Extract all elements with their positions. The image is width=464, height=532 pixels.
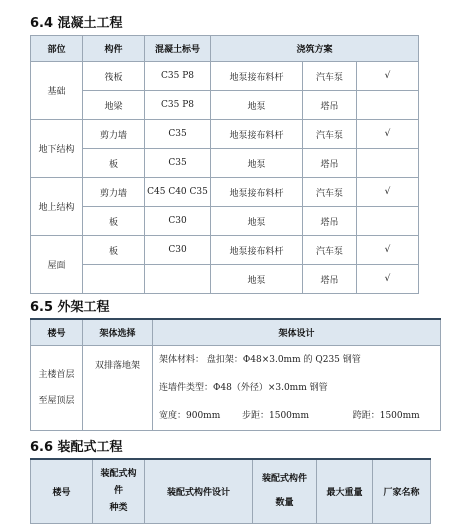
header-component: 构件 [83, 36, 145, 62]
header-qty-line: 装配式构件 [261, 474, 307, 485]
part-cell: 基础 [31, 62, 83, 120]
check-cell: √ [357, 178, 419, 207]
check-cell: √ [357, 120, 419, 149]
header-building: 楼号 [31, 459, 93, 523]
header-type-line: 件 [113, 485, 123, 496]
header-type [93, 459, 145, 523]
method-cell: 地泵接布料杆 [211, 62, 303, 91]
grade-cell: C35 P8 [145, 91, 211, 120]
section-6-6-title: 6.6 装配式工程 [30, 440, 123, 455]
header-quantity [253, 459, 317, 523]
method-cell: 地泵接布料杆 [211, 236, 303, 265]
building-line: 主楼首层 [38, 369, 75, 380]
width-value: 宽度：900mm [159, 410, 221, 421]
building-cell [31, 345, 83, 430]
component-cell: 板 [83, 236, 145, 265]
header-grade: 混凝土标号 [145, 36, 211, 62]
component-cell: 剪力墙 [83, 178, 145, 207]
component-cell: 地梁 [83, 91, 145, 120]
equip-cell: 汽车泵 [303, 178, 357, 207]
choice-cell: 双排落地架 [83, 345, 153, 430]
check-cell [357, 149, 419, 178]
part-cell: 屋面 [31, 236, 83, 294]
grade-cell: C35 [145, 149, 211, 178]
header-choice: 架体选择 [83, 319, 153, 345]
header-pour-plan: 浇筑方案 [211, 36, 419, 62]
header-weight: 最大重量 [317, 459, 373, 523]
part-cell: 地上结构 [31, 178, 83, 236]
part-cell: 地下结构 [31, 120, 83, 178]
grade-cell: C45 C40 C35 [145, 178, 211, 207]
equip-cell: 汽车泵 [303, 236, 357, 265]
method-cell: 地泵接布料杆 [211, 178, 303, 207]
header-vendor: 厂家名称 [373, 459, 431, 523]
header-type-line: 装配式构 [100, 468, 137, 479]
prefab-table [30, 458, 431, 524]
span-value: 跨距：1500mm [352, 410, 420, 421]
check-cell: √ [357, 236, 419, 265]
component-cell: 板 [83, 207, 145, 236]
concrete-table [30, 35, 419, 294]
header-design: 架体设计 [153, 319, 441, 345]
scaffold-table [30, 318, 441, 431]
check-cell: √ [357, 62, 419, 91]
grade-cell: C35 P8 [145, 62, 211, 91]
section-6-4-title: 6.4 混凝土工程 [30, 16, 123, 31]
step-value: 步距：1500mm [242, 410, 309, 421]
check-cell [357, 207, 419, 236]
check-cell [357, 91, 419, 120]
equip-cell: 塔吊 [303, 91, 357, 120]
design-line: 连墙件类型：Φ48（外径）×3.0mm 钢管 [159, 382, 328, 393]
header-part: 部位 [31, 36, 83, 62]
check-cell: √ [357, 265, 419, 294]
design-dimensions [159, 402, 440, 430]
method-cell: 地泵 [211, 149, 303, 178]
design-cell [153, 345, 441, 430]
header-type-line: 种类 [109, 502, 128, 513]
component-cell: 筏板 [83, 62, 145, 91]
method-cell: 地泵 [211, 265, 303, 294]
equip-cell: 塔吊 [303, 207, 357, 236]
design-line: 架体材料： 盘扣架：Φ48×3.0mm 的 Q235 钢管 [159, 354, 361, 365]
component-cell: 剪力墙 [83, 120, 145, 149]
equip-cell: 汽车泵 [303, 62, 357, 91]
equip-cell: 塔吊 [303, 265, 357, 294]
section-6-5-title: 6.5 外架工程 [30, 300, 110, 315]
method-cell: 地泵 [211, 207, 303, 236]
equip-cell: 塔吊 [303, 149, 357, 178]
equip-cell: 汽车泵 [303, 120, 357, 149]
grade-cell: C30 [145, 236, 211, 265]
header-design: 装配式构件设计 [145, 459, 253, 523]
method-cell: 地泵 [211, 91, 303, 120]
component-cell [83, 265, 145, 294]
building-line: 至屋顶层 [38, 395, 75, 406]
grade-cell: C30 [145, 207, 211, 236]
method-cell: 地泵接布料杆 [211, 120, 303, 149]
header-qty-line: 数量 [275, 498, 294, 509]
grade-cell: C35 [145, 120, 211, 149]
component-cell: 板 [83, 149, 145, 178]
header-building: 楼号 [31, 319, 83, 345]
grade-cell [145, 265, 211, 294]
